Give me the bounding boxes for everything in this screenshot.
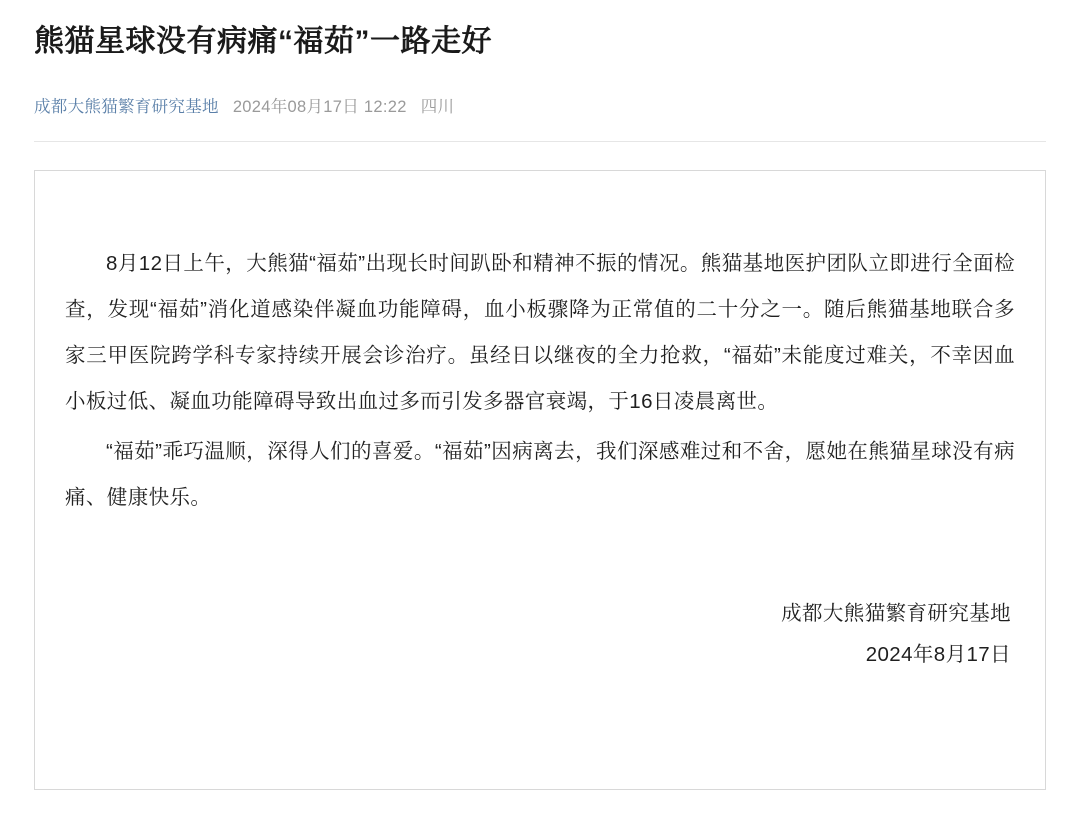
page-title: 熊猫星球没有病痛“福茹”一路走好 — [34, 25, 492, 58]
notice-card — [34, 170, 1046, 790]
article-region: 四川 — [420, 97, 455, 116]
article-source-link[interactable]: 成都大熊猫繁育研究基地 — [34, 97, 219, 116]
article-timestamp: 2024年08月17日 12:22 — [232, 97, 407, 116]
header-divider — [34, 141, 1046, 142]
notice-signature — [65, 593, 1015, 675]
notice-paragraph: 8月12日上午，大熊猫“福茹”出现长时间趴卧和精神不振的情况。熊猫基地医护团队立即进行全面检查，发现“福茹”消化道感染伴凝血功能障碍，血小板骤降为正常值的二十分之一。随后熊猫基地联合多家三甲医院跨学科专家持续开展会诊治疗。虽经日以继夜的全力抢救，“福茹”未能度过难关，不幸因血小板过低、凝血功能障碍导致出血过多而引发多器官衰竭，于16日凌晨离世。 — [65, 251, 1015, 413]
notice-paragraph: “福茹”乖巧温顺，深得人们的喜爱。“福茹”因病离去，我们深感难过和不舍，愿她在熊猫星球没有病痛、健康快乐。 — [65, 440, 1015, 510]
article-meta — [34, 93, 1046, 117]
signature-date: 2024年8月17日 — [865, 643, 1011, 667]
notice-body — [65, 241, 1015, 522]
signature-name: 成都大熊猫繁育研究基地 — [781, 602, 1011, 626]
